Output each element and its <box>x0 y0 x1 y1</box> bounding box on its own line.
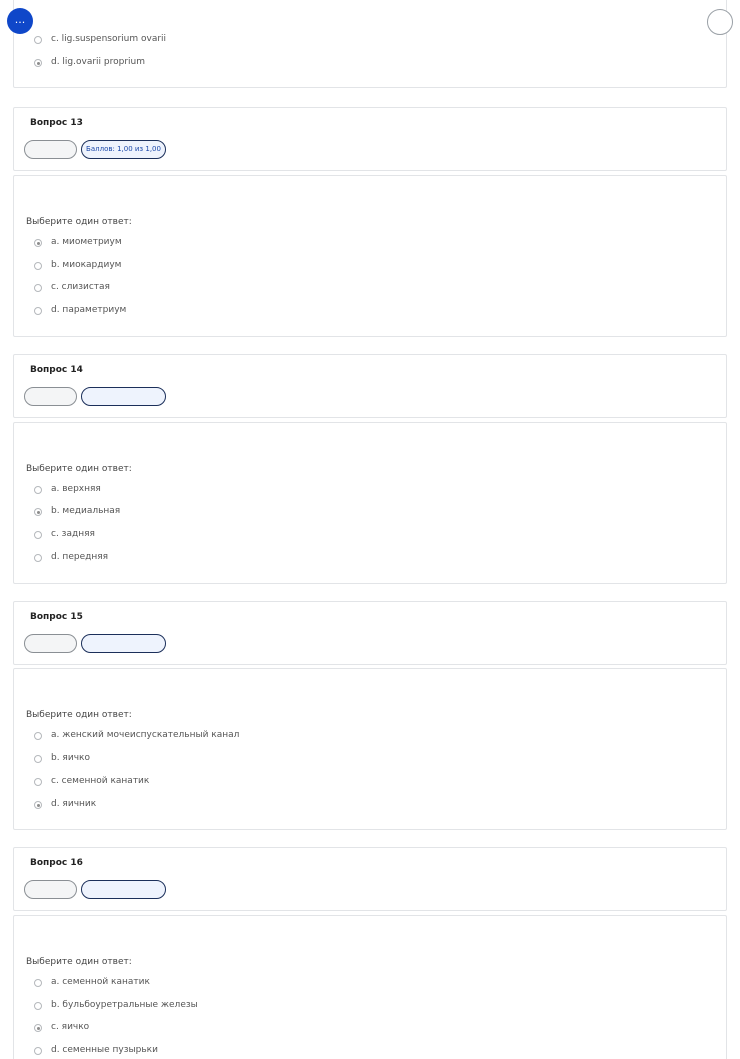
option-label: b. миокардиум <box>51 260 122 270</box>
question-prompt: Выберите один ответ: <box>26 217 132 227</box>
question-15-content <box>13 668 727 830</box>
question-number: Вопрос 13 <box>30 118 83 128</box>
radio-checked-icon[interactable] <box>34 59 42 67</box>
status-badge <box>24 140 77 159</box>
question-13-info <box>13 107 727 171</box>
question-number: Вопрос 16 <box>30 858 83 868</box>
option-label: d. яичник <box>51 799 97 809</box>
option-label: c. lig.suspensorium ovarii <box>51 34 167 44</box>
radio-checked-icon[interactable] <box>34 239 42 247</box>
option-label: d. lig.ovarii proprium <box>51 57 146 67</box>
radio-icon[interactable] <box>34 36 42 44</box>
question-prompt: Выберите один ответ: <box>26 464 132 474</box>
radio-checked-icon[interactable] <box>34 508 42 516</box>
radio-icon[interactable] <box>34 554 42 562</box>
radio-icon[interactable] <box>34 1047 42 1055</box>
option-label: b. бульбоуретральные железы <box>51 1000 198 1010</box>
radio-icon[interactable] <box>34 979 42 987</box>
radio-checked-icon[interactable] <box>34 801 42 809</box>
option-label: d. передняя <box>51 552 109 562</box>
question-number: Вопрос 15 <box>30 612 83 622</box>
menu-button[interactable]: ... <box>7 8 33 34</box>
option-label: b. медиальная <box>51 506 121 516</box>
option-label: d. семенные пузырьки <box>51 1045 158 1055</box>
radio-icon[interactable] <box>34 1002 42 1010</box>
question-16-content <box>13 915 727 1059</box>
radio-icon[interactable] <box>34 262 42 270</box>
radio-checked-icon[interactable] <box>34 1024 42 1032</box>
option-label: c. яичко <box>51 1022 90 1032</box>
option-label: a. семенной канатик <box>51 977 150 987</box>
question-15-info <box>13 601 727 665</box>
grade-badge <box>81 634 166 653</box>
question-14-info <box>13 354 727 418</box>
option-label: d. параметриум <box>51 305 127 315</box>
question-16-info <box>13 847 727 911</box>
question-12-answer-card <box>13 0 727 88</box>
option-label: a. женский мочеиспускательный канал <box>51 730 240 740</box>
option-label: a. миометриум <box>51 237 122 247</box>
radio-icon[interactable] <box>34 732 42 740</box>
status-badge <box>24 387 77 406</box>
option-label: a. верхняя <box>51 484 101 494</box>
grade-badge <box>81 387 166 406</box>
radio-icon[interactable] <box>34 755 42 763</box>
radio-icon[interactable] <box>34 486 42 494</box>
question-prompt: Выберите один ответ: <box>26 710 132 720</box>
option-label: c. слизистая <box>51 282 110 292</box>
radio-icon[interactable] <box>34 307 42 315</box>
radio-icon[interactable] <box>34 531 42 539</box>
question-prompt: Выберите один ответ: <box>26 957 132 967</box>
question-14-content <box>13 422 727 584</box>
grade-badge <box>81 880 166 899</box>
option-label: c. семенной канатик <box>51 776 150 786</box>
question-number: Вопрос 14 <box>30 365 83 375</box>
option-label: c. задняя <box>51 529 95 539</box>
question-13-content <box>13 175 727 337</box>
scroll-indicator-icon[interactable] <box>707 9 733 35</box>
status-badge <box>24 634 77 653</box>
option-label: b. яичко <box>51 753 90 763</box>
radio-icon[interactable] <box>34 284 42 292</box>
radio-icon[interactable] <box>34 778 42 786</box>
status-badge <box>24 880 77 899</box>
grade-badge: Баллов: 1,00 из 1,00 <box>81 140 166 159</box>
